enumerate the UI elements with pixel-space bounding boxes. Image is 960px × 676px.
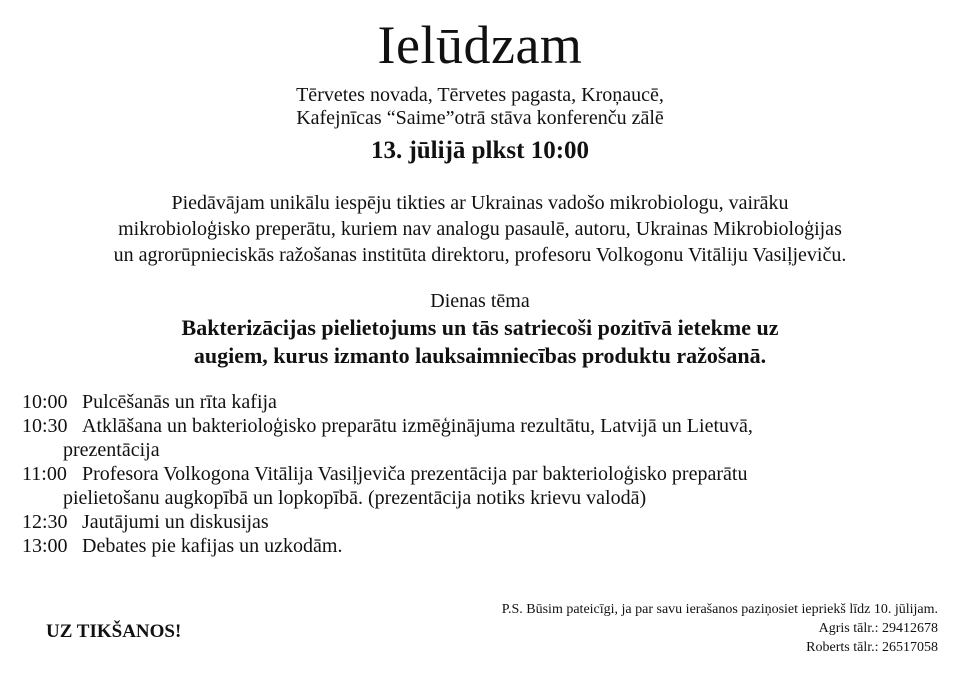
agenda-line: Jautājumi un diskusijas	[82, 511, 269, 533]
agenda-list	[22, 390, 922, 558]
agenda-text	[82, 390, 922, 414]
contact-line: Agris tālr.: 29412678	[818, 621, 938, 636]
invitation-title: Ielūdzam	[377, 15, 583, 75]
footer-note	[502, 600, 938, 657]
agenda-time: 11:00	[22, 463, 67, 485]
agenda-line: Profesora Volkogona Vitālija Vasiļjeviča prezentācija par bakterioloģisko preparātu	[82, 463, 748, 485]
agenda-item	[22, 390, 922, 414]
agenda-time: 10:30	[22, 415, 68, 437]
intro-paragraph	[40, 190, 920, 268]
intro-line: mikrobioloģisko preperātu, kuriem nav analogu pasaulē, autoru, Ukrainas Mikrobioloģijas	[118, 218, 842, 240]
agenda-line: Pulcēšanās un rīta kafija	[82, 391, 277, 413]
intro-line: un agrorūpnieciskās ražošanas institūta direktoru, profesoru Volkogonu Vitāliju Vasiļjeviču.	[113, 244, 847, 266]
agenda-line: Atklāšana un bakterioloģisko preparātu izmēģinājuma rezultātu, Latvijā un Lietuvā,	[82, 415, 753, 437]
event-datetime: 13. jūlijā plkst 10:00	[370, 137, 590, 164]
agenda-time: 13:00	[22, 535, 68, 557]
agenda-time: 10:00	[22, 391, 68, 413]
venue-block	[0, 84, 960, 130]
closing-greeting: UZ TIKŠANOS!	[46, 621, 182, 642]
agenda-line: Debates pie kafijas un uzkodām.	[82, 535, 343, 557]
topic-line: Bakterizācijas pielietojums un tās satriecoši pozitīvā ietekme uz	[181, 315, 779, 340]
agenda-item	[22, 462, 922, 510]
intro-line: Piedāvājam unikālu iespēju tikties ar Ukrainas vadošo mikrobiologu, vairāku	[171, 192, 789, 214]
topic-label: Dienas tēma	[430, 290, 530, 312]
topic-heading	[0, 314, 960, 370]
agenda-line-continued: pielietošanu augkopībā un lopkopībā. (prezentācija notiks krievu valodā)	[63, 487, 647, 509]
agenda-line-continued: prezentācija	[63, 439, 160, 461]
venue-line: Tērvetes novada, Tērvetes pagasta, Kroņaucē,	[296, 84, 664, 106]
agenda-item	[22, 534, 922, 558]
venue-line: Kafejnīcas “Saime”otrā stāva konferenču zālē	[296, 107, 664, 129]
agenda-item	[22, 414, 922, 462]
ps-note: P.S. Būsim pateicīgi, ja par savu ierašanos paziņosiet iepriekš līdz 10. jūlijam.	[501, 602, 938, 617]
agenda-item	[22, 510, 922, 534]
agenda-time: 12:30	[22, 511, 68, 533]
contact-line: Roberts tālr.: 26517058	[806, 640, 938, 655]
topic-line: augiem, kurus izmanto lauksaimniecības produktu ražošanā.	[193, 343, 767, 368]
